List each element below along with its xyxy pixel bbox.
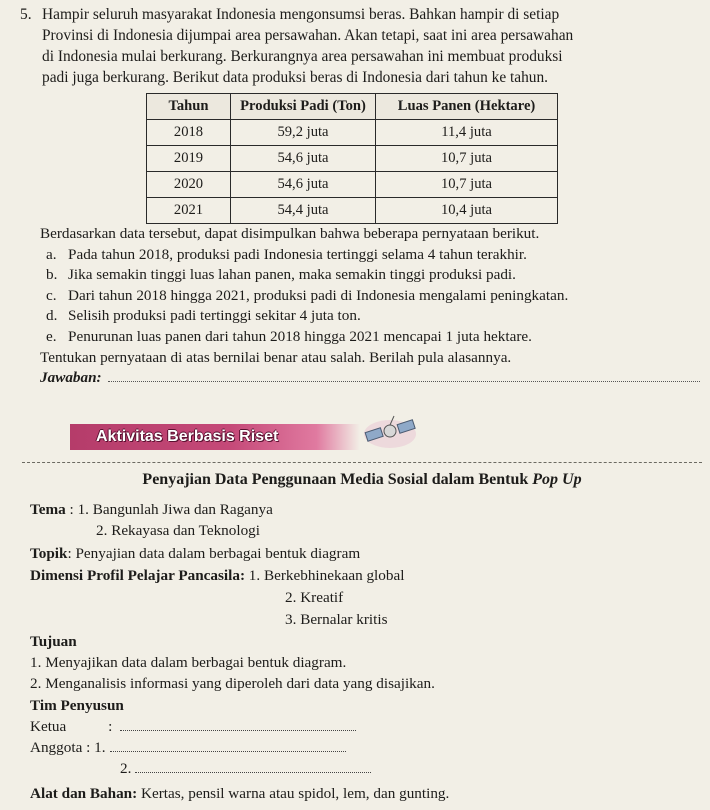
option-d: [46, 306, 700, 327]
answer-label: Jawaban:: [40, 369, 102, 387]
cell-produksi: 54,6 juta: [231, 172, 376, 198]
cell-produksi: 54,4 juta: [231, 198, 376, 224]
table-row: [147, 198, 558, 224]
option-letter: c.: [46, 286, 57, 304]
cell-luas: 10,7 juta: [376, 172, 558, 198]
dimensi-item: 2. Kreatif: [285, 589, 344, 606]
cell-luas: 11,4 juta: [376, 120, 558, 146]
header-produksi: Produksi Padi (Ton): [231, 94, 376, 120]
production-table: [146, 93, 558, 224]
question-line: di Indonesia mulai berkurang. Berkurangnya area persawahan ini membuat produksi: [42, 48, 563, 65]
option-text: Penurunan luas panen dari tahun 2018 hingga 2021 mencapai 1 juta hektare.: [68, 327, 532, 345]
option-letter: d.: [46, 307, 58, 325]
option-c: [46, 286, 700, 307]
anggota-label: Anggota: [30, 739, 83, 756]
anggota-item: 1.: [94, 739, 106, 756]
option-text: Dari tahun 2018 hingga 2021, produksi padi di Indonesia mengalami peningkatan.: [68, 286, 569, 304]
ketua-row: Ketua :: [30, 718, 356, 736]
satellite-icon: [360, 410, 430, 458]
tujuan-item: 2. Menganalisis informasi yang diperoleh dari data yang disajikan.: [30, 675, 435, 692]
tema-item: 2. Rekayasa dan Teknologi: [96, 522, 260, 539]
answer-line[interactable]: [108, 368, 700, 382]
option-letter: e.: [46, 327, 57, 345]
alat-row: Alat dan Bahan: Kertas, pensil warna atau spidol, lem, dan gunting.: [30, 785, 450, 802]
question-text: [42, 4, 700, 88]
cell-tahun: 2020: [147, 172, 231, 198]
anggota-line-2[interactable]: [135, 761, 371, 773]
cell-luas: 10,7 juta: [376, 146, 558, 172]
table-row: [147, 146, 558, 172]
option-letter: b.: [46, 266, 58, 284]
instruction-text: Tentukan pernyataan di atas bernilai benar atau salah. Berilah pula alasannya.: [40, 348, 512, 366]
dimensi-item: 1. Berkebhinekaan global: [248, 567, 405, 584]
ketua-label: Ketua: [30, 718, 67, 735]
topik-text: Penyajian data dalam berbagai bentuk diagram: [75, 545, 361, 562]
option-letter: a.: [46, 245, 57, 263]
option-text: Jika semakin tinggi luas lahan panen, maka semakin tinggi produksi padi.: [68, 266, 516, 284]
tema-item: 1. Bangunlah Jiwa dan Raganya: [77, 501, 273, 518]
tim-label: Tim Penyusun: [30, 697, 124, 714]
topik-row: Topik: Penyajian data dalam berbagai bentuk diagram: [30, 545, 361, 562]
table-row: [147, 120, 558, 146]
dimensi-item: 3. Bernalar kritis: [285, 611, 388, 628]
table-header-row: [147, 94, 558, 120]
question-line: padi juga berkurang. Berikut data produksi beras di Indonesia dari tahun ke tahun.: [42, 69, 549, 86]
activity-title-main: Penyajian Data Penggunaan Media Sosial dalam Bentuk: [142, 471, 529, 488]
anggota-row: Anggota : 1.: [30, 739, 346, 757]
intro-text: Berdasarkan data tersebut, dapat disimpulkan bahwa beberapa pernyataan berikut.: [40, 225, 540, 242]
question-line: Provinsi di Indonesia dijumpai area persawahan. Akan tetapi, saat ini area persawahan: [42, 27, 574, 44]
anggota-row-2: [120, 760, 371, 778]
anggota-line-1[interactable]: [110, 740, 346, 752]
cell-tahun: 2019: [147, 146, 231, 172]
activity-banner-text: Aktivitas Berbasis Riset: [96, 428, 279, 445]
cell-tahun: 2021: [147, 198, 231, 224]
ketua-line[interactable]: [120, 719, 356, 731]
option-b: [46, 265, 700, 286]
activity-banner: [70, 424, 360, 450]
alat-text: Kertas, pensil warna atau spidol, lem, dan gunting.: [141, 785, 450, 802]
activity-box: [22, 462, 702, 804]
activity-title: [22, 471, 702, 489]
question-5: [20, 4, 700, 88]
table-row: [147, 172, 558, 198]
option-text: Selisih produksi padi tertinggi sekitar 4 juta ton.: [68, 307, 361, 325]
statements-section: [40, 224, 700, 389]
cell-luas: 10,4 juta: [376, 198, 558, 224]
cell-produksi: 54,6 juta: [231, 146, 376, 172]
header-luas-panen: Luas Panen (Hektare): [376, 94, 558, 120]
tujuan-item: 1. Menyajikan data dalam berbagai bentuk diagram.: [30, 654, 347, 671]
dimensi-row: Dimensi Profil Pelajar Pancasila: 1. Berkebhinekaan global: [30, 567, 405, 584]
cell-tahun: 2018: [147, 120, 231, 146]
dimensi-label: Dimensi Profil Pelajar Pancasila: [30, 567, 240, 584]
tema-label: Tema: [30, 501, 66, 518]
topik-label: Topik: [30, 545, 68, 562]
cell-produksi: 59,2 juta: [231, 120, 376, 146]
tujuan-label: Tujuan: [30, 633, 77, 650]
question-number: 5.: [20, 6, 32, 23]
option-text: Pada tahun 2018, produksi padi Indonesia tertinggi selama 4 tahun terakhir.: [68, 245, 527, 263]
activity-title-italic: Pop Up: [532, 471, 582, 488]
option-a: [46, 245, 700, 266]
anggota-item: 2.: [120, 760, 132, 777]
alat-label: Alat dan Bahan: [30, 785, 133, 802]
question-line: Hampir seluruh masyarakat Indonesia mengonsumsi beras. Bahkan hampir di setiap: [42, 6, 560, 23]
tema-row: Tema : 1. Bangunlah Jiwa dan Raganya: [30, 501, 273, 518]
header-tahun: Tahun: [147, 94, 231, 120]
option-e: [46, 327, 700, 348]
answer-row: [40, 368, 700, 389]
